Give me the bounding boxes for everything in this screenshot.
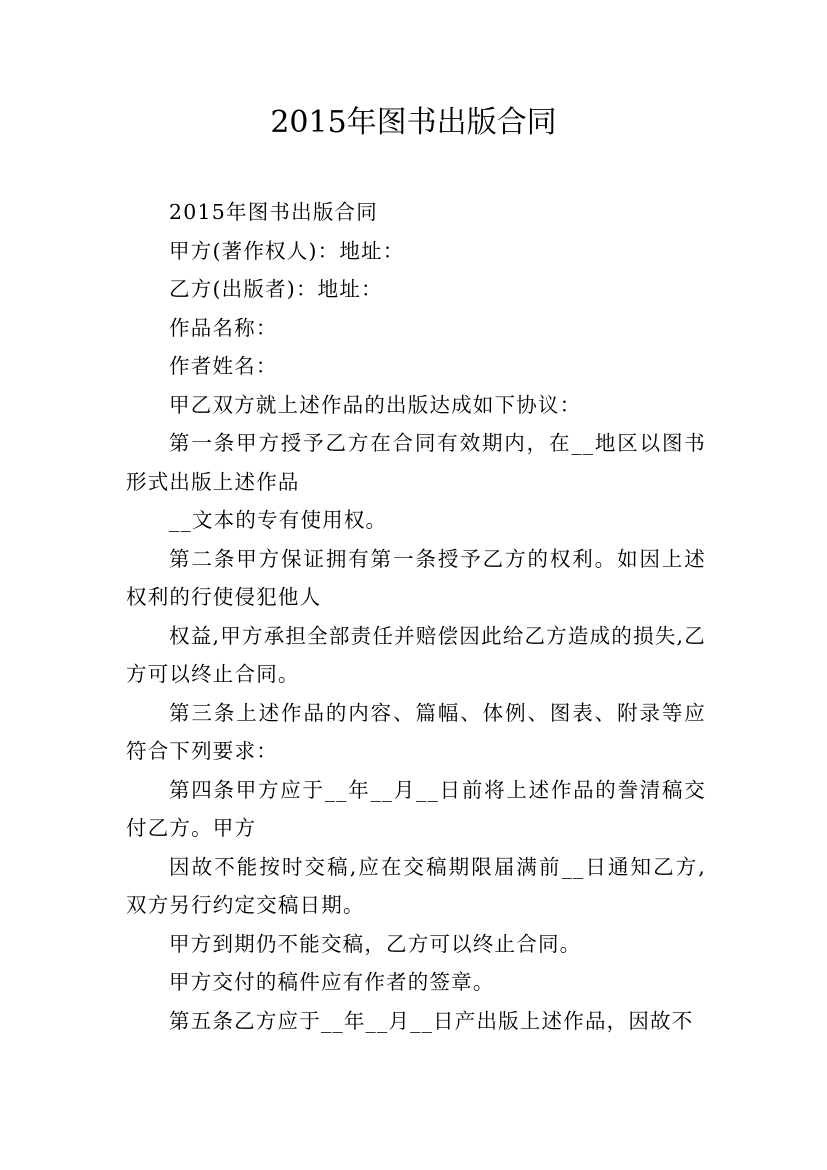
paragraph-article-1: 第一条甲方授予乙方在合同有效期内，在__地区以图书形式出版上述作品 bbox=[126, 431, 706, 494]
document-title: 2015年图书出版合同 bbox=[270, 105, 557, 140]
paragraph-heading: 2015年图书出版合同 bbox=[169, 200, 378, 224]
paragraph-article-3: 第三条上述作品的内容、篇幅、体例、图表、附录等应符合下列要求： bbox=[126, 700, 706, 763]
paragraph-work-name: 作品名称： bbox=[169, 315, 278, 340]
paragraph-article-2: 第二条甲方保证拥有第一条授予乙方的权利。如因上述权利的行使侵犯他人 bbox=[126, 546, 706, 609]
paragraph-agreement-intro: 甲乙双方就上述作品的出版达成如下协议： bbox=[169, 392, 582, 417]
paragraph-article-4: 第四条甲方应于__年__月__日前将上述作品的誊清稿交付乙方。甲方 bbox=[126, 777, 706, 840]
paragraph-article-1-cont: __文本的专有使用权。 bbox=[169, 508, 388, 532]
paragraph-author-name: 作者姓名： bbox=[169, 354, 278, 378]
paragraph-article-4-termination: 甲方到期仍不能交稿，乙方可以终止合同。 bbox=[169, 931, 582, 956]
document-body bbox=[126, 193, 706, 1040]
paragraph-party-a: 甲方(著作权人)：地址： bbox=[169, 238, 405, 263]
paragraph-article-4-signature: 甲方交付的稿件应有作者的签章。 bbox=[169, 970, 495, 994]
paragraph-party-b: 乙方(出版者)：地址： bbox=[169, 277, 383, 301]
paragraph-article-5: 第五条乙方应于__年__月__日产出版上述作品，因故不 bbox=[169, 1008, 694, 1033]
paragraph-article-4-cont: 因故不能按时交稿,应在交稿期限届满前__日通知乙方,双方另行约定交稿日期。 bbox=[126, 854, 706, 917]
paragraph-article-2-cont: 权益,甲方承担全部责任并赔偿因此给乙方造成的损失,乙方可以终止合同。 bbox=[126, 623, 706, 686]
